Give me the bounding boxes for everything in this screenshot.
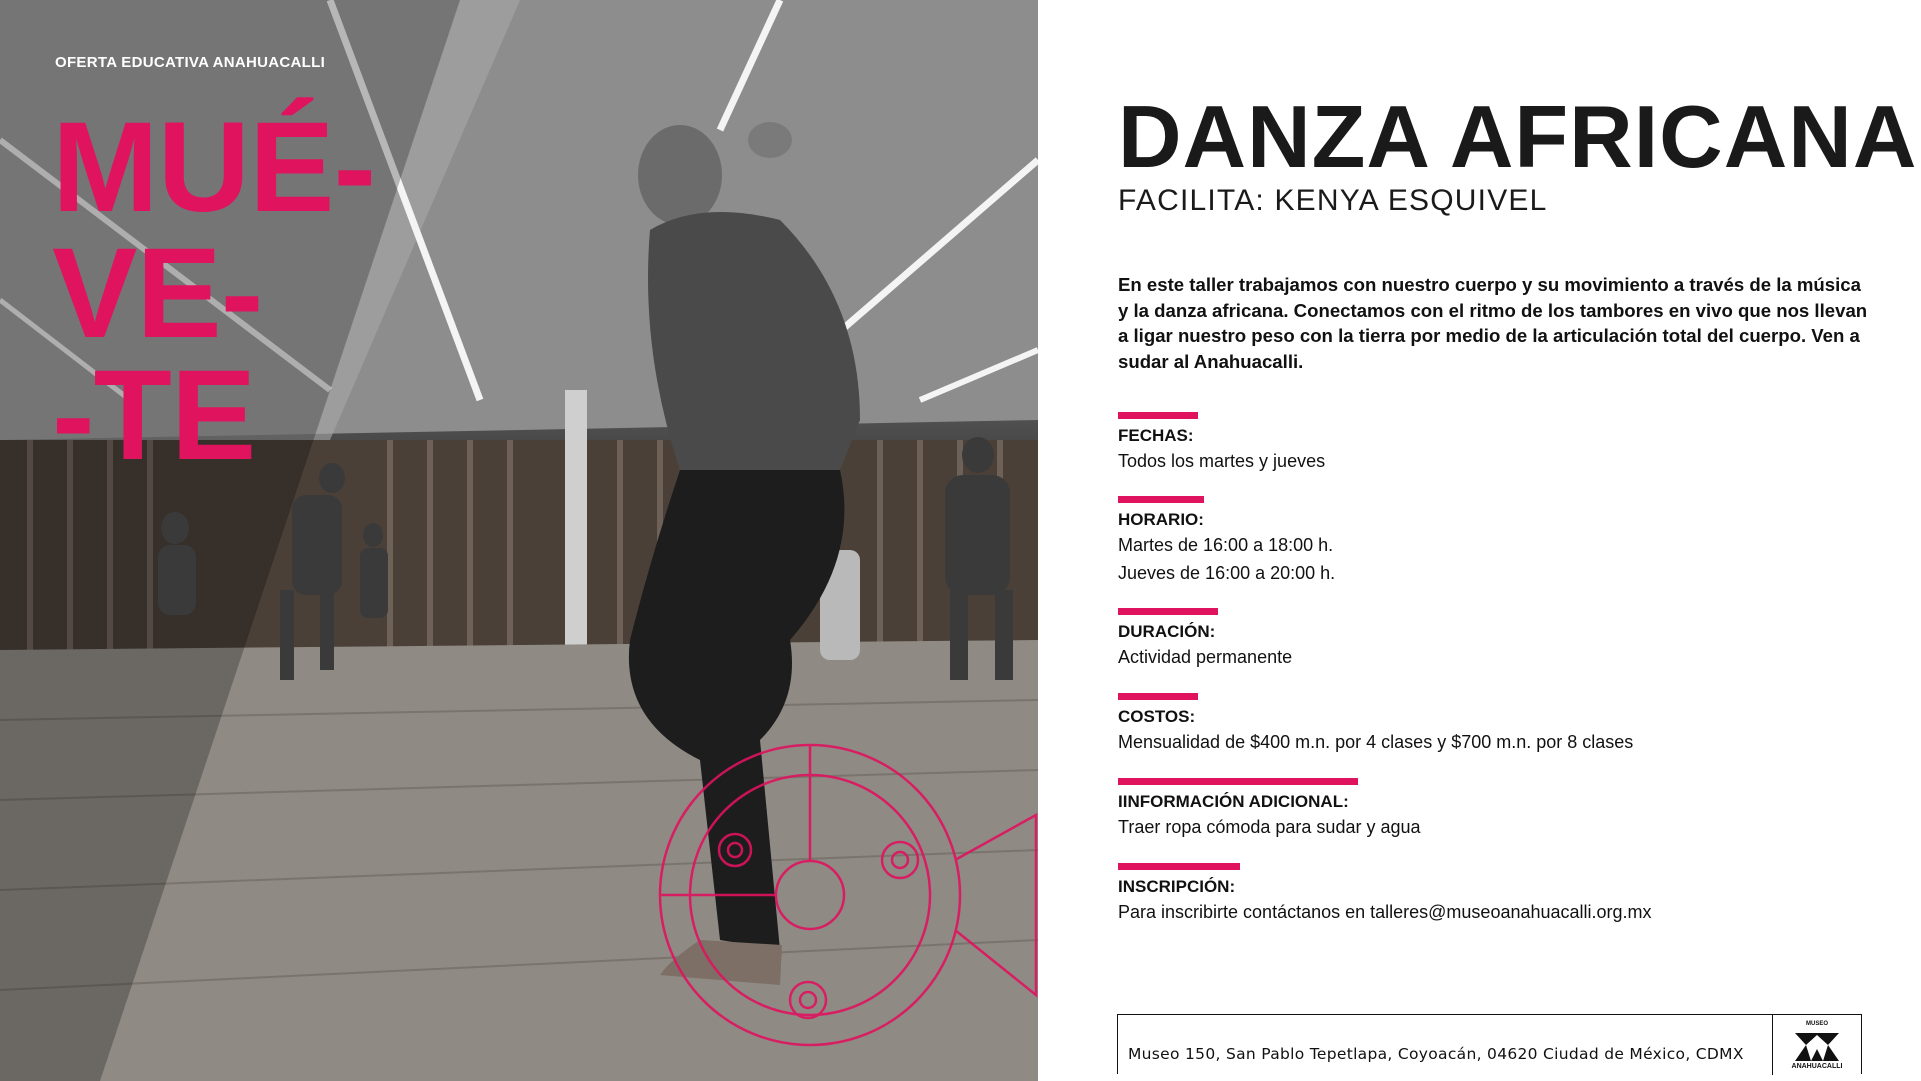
section-costos — [1118, 693, 1633, 756]
section-duracion — [1118, 608, 1292, 671]
section-value: Martes de 16:00 a 18:00 h. — [1118, 535, 1334, 555]
section-info — [1118, 778, 1421, 841]
event-title: DANZA AFRICANA — [1118, 87, 1918, 186]
facilitator: FACILITA: KENYA ESQUIVEL — [1118, 184, 1548, 217]
section-fechas — [1118, 412, 1325, 475]
museum-address: Museo 150, San Pablo Tepetlapa, Coyoacán, 04620 Ciudad de México, CDMX — [1128, 1045, 1744, 1063]
accent-bar — [1118, 778, 1358, 785]
section-value: Mensualidad de $400 m.n. por 4 clases y $700 m.n. por 8 clases — [1118, 732, 1634, 752]
section-value: Traer ropa cómoda para sudar y agua — [1118, 817, 1421, 837]
accent-bar — [1118, 693, 1198, 700]
accent-bar — [1118, 863, 1240, 870]
section-inscripcion — [1118, 863, 1652, 926]
poster-kicker: OFERTA EDUCATIVA ANAHUACALLI — [55, 54, 326, 71]
section-label: INSCRIPCIÓN: — [1118, 877, 1236, 896]
section-label: DURACIÓN: — [1118, 622, 1216, 641]
section-label: COSTOS: — [1118, 707, 1196, 726]
section-value: Actividad permanente — [1118, 647, 1293, 667]
event-description: En este taller trabajamos con nuestro cuerpo y su movimiento a través de la música y la danza africana. Conectamos con el ritmo de los tambores en vivo que nos llevan a ligar nuestro peso con la tierra por medio de la articulación total del cuerpo. Ven a sudar al Anahuacalli. — [1118, 274, 1868, 372]
section-horario — [1118, 496, 1335, 587]
section-value: Jueves de 16:00 a 20:00 h. — [1118, 563, 1336, 583]
headline-line-3: -TE — [52, 344, 256, 487]
headline-line-1: MUÉ- — [52, 96, 376, 239]
logo-text-bottom: ANAHUACALLI — [1791, 1063, 1843, 1070]
headline-line-2: VE- — [52, 222, 263, 365]
section-label: HORARIO: — [1118, 510, 1204, 529]
accent-bar — [1118, 608, 1218, 615]
accent-bar — [1118, 412, 1198, 419]
registration-email[interactable]: Para inscribirte contáctanos en talleres@museoanahuacalli.org.mx — [1118, 902, 1652, 922]
accent-bar — [1118, 496, 1204, 503]
section-value: Todos los martes y jueves — [1118, 451, 1326, 471]
footer — [1117, 1014, 1862, 1074]
section-label: IINFORMACIÓN ADICIONAL: — [1118, 792, 1349, 811]
logo-text-top: MUSEO — [1805, 1021, 1828, 1027]
section-label: FECHAS: — [1118, 426, 1194, 445]
museum-logo — [1772, 1015, 1861, 1075]
